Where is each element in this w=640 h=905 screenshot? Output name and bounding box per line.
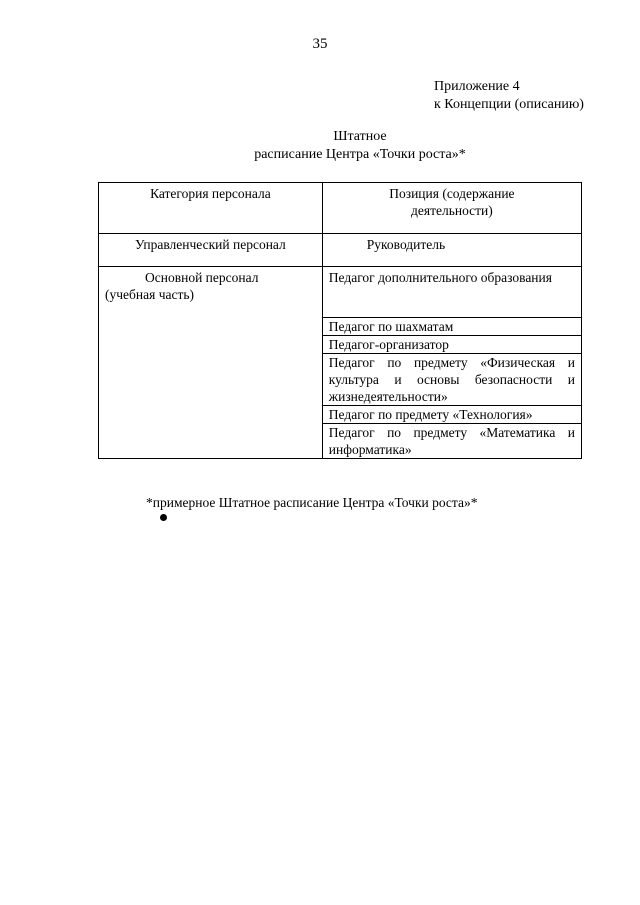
cell-position-tech [322, 406, 581, 424]
header-category-text: Категория персонала [150, 186, 271, 201]
position-text: Педагог по шахматам [328, 319, 454, 334]
cell-position-additional-ed [322, 267, 581, 318]
title-line-2: расписание Центра «Точки роста»* [254, 147, 466, 162]
header-position-line-1: Позиция (содержание [389, 186, 515, 201]
position-text: Педагог по предмету «Математика и информатика» [328, 425, 575, 457]
position-text: Педагог-организатор [328, 337, 449, 352]
staff-table [98, 182, 582, 459]
document-title [0, 128, 640, 164]
bullet-dot-icon [160, 514, 167, 521]
header-category [99, 183, 323, 234]
cell-category-main [99, 267, 323, 459]
category-main-line-2: (учебная часть) [105, 287, 195, 302]
table-row [99, 234, 582, 267]
position-text: Педагог по предмету «Физическая и культура и основы безопасности и жизнедеятельности» [328, 355, 575, 404]
cell-position-organizer [322, 336, 581, 354]
footnote: *примерное Штатное расписание Центра «Точки роста»* [146, 495, 478, 510]
category-main-line-1: Основной персонал [145, 270, 259, 285]
category-management-text: Управленческий персонал [135, 237, 286, 252]
table-row [99, 267, 582, 318]
cell-position-chess [322, 318, 581, 336]
cell-position-head [322, 234, 581, 267]
cell-position-pe [322, 354, 581, 406]
header-position-line-2: деятельности) [411, 203, 493, 218]
page-number: 35 [312, 36, 328, 52]
cell-position-math [322, 424, 581, 459]
appendix-line-1: Приложение 4 [434, 79, 520, 94]
header-position [322, 183, 581, 234]
appendix-line-2: к Концепции (описанию) [434, 97, 584, 112]
position-text: Педагог по предмету «Технология» [328, 407, 533, 422]
cell-category-management [99, 234, 323, 267]
title-line-1: Штатное [333, 129, 387, 144]
position-text: Педагог дополнительного образования [328, 270, 552, 285]
appendix-note [434, 78, 584, 114]
table-header-row [99, 183, 582, 234]
position-head-text: Руководитель [366, 237, 446, 252]
